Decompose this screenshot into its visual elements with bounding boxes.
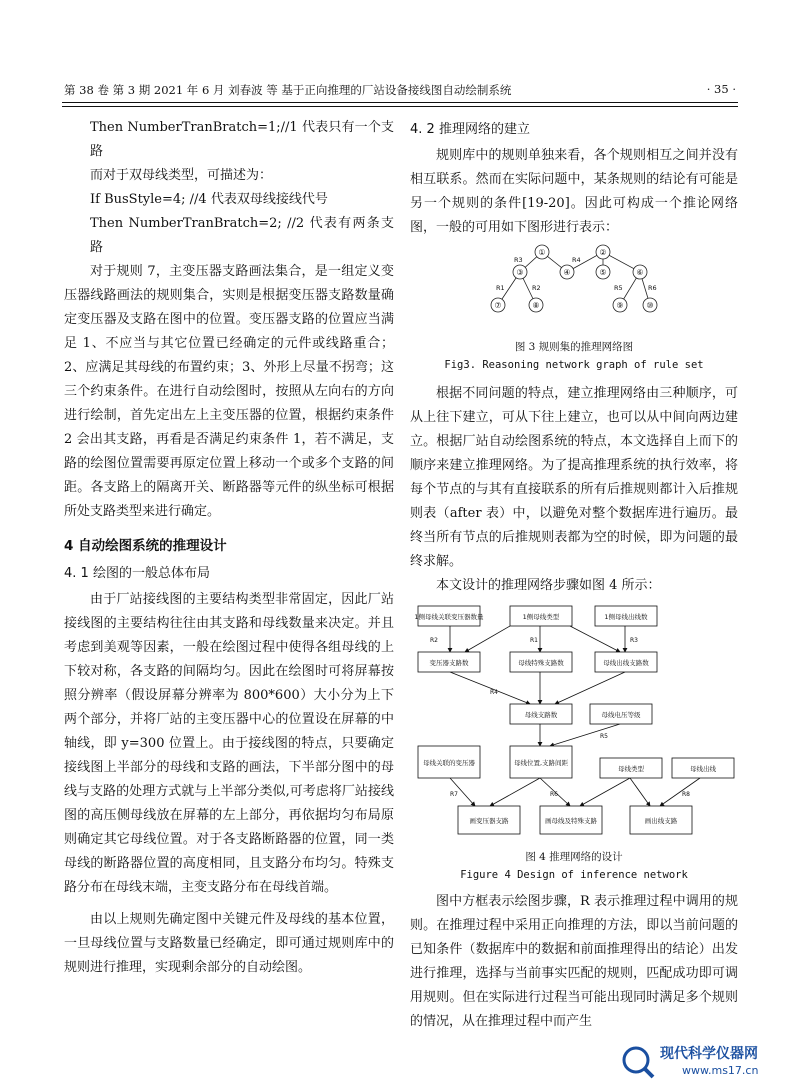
rule-r1: R1	[530, 637, 538, 644]
node-8: ⑧	[532, 301, 540, 310]
box-special-branch-count: 母线特殊支路数	[518, 659, 564, 667]
section-heading-4: 4 自动绘图系统的推理设计	[64, 538, 227, 554]
rule-r3: R3	[630, 637, 638, 644]
box-bus-transformer-count: 1侧母线关联变压器数量	[414, 613, 484, 621]
left-column	[64, 116, 394, 980]
code-line-2: If BusStyle=4; //4 代表双母线接线代号	[90, 192, 328, 207]
paragraph-rules: 规则库中的规则单独来看，各个规则相互之间并没有相互联系。然而在实际问题中，某条规则的结论有可能是另一个规则的条件[19-20]。因此可构成一个推论网络图，一般的可用如下图形进行表示：	[410, 148, 738, 235]
site-watermark-logo	[620, 1040, 790, 1080]
rule-r6: R6	[550, 791, 558, 798]
code-line-1: Then NumberTranBratch=1;//1 代表只有一个支路	[90, 120, 394, 159]
node-4: ④	[563, 268, 571, 277]
box-transformer-branch-count: 变压器支路数	[429, 659, 469, 667]
box-bus-outlet: 母线出线	[690, 765, 716, 773]
rule-r2: R2	[430, 637, 438, 644]
figure-3-caption-cn: 图 3 规则集的推理网络图	[514, 341, 634, 353]
node-9: ⑨	[616, 301, 624, 310]
paragraph-network-order: 根据不同问题的特点，建立推理网络由三种顺序，可从上往下建立，可从下往上建立，也可以从中间向两边建立。根据厂站自动绘图系统的特点，本文选择自上而下的顺序来建立推理网络。为了提高推理系统的执行效率，将每个节点的与其有直接联系的所有后推规则都计入后推规则表（after 表）中，以避免对整个数据库进行遍历。最终当所有节点的后推规则表都为空的时候，即为问题的最终求解。	[410, 386, 738, 569]
box-draw-transformer-branch: 画变压器支路	[469, 817, 509, 825]
page-number: · 35 ·	[706, 82, 736, 96]
box-outlet-branch-count: 母线出线支路数	[603, 659, 649, 667]
header-rule-thick	[62, 102, 738, 103]
figure-4-caption-en: Figure 4 Design of inference network	[460, 869, 688, 881]
rule-label-r1: R1	[496, 284, 505, 292]
box-bus-related-transformer: 母线关联的变压器	[423, 759, 475, 767]
rule-label-r4: R4	[572, 256, 581, 264]
node-7: ⑦	[494, 301, 502, 310]
watermark-url: www.ms17.cn	[682, 1064, 759, 1077]
paragraph-forward-reasoning: 图中方框表示绘图步骤，R 表示推理过程中调用的规则。在推理过程中采用正向推理的方法，即以当前问题的已知条件（数据库中的数据和前面推理得出的结论）出发进行推理，选择与当前事实匹配的规则，匹配成功即可调用规则。但在实际进行过程当可能出现同时满足多个规则的情况，从在推理过程中而产生	[410, 894, 738, 1029]
paragraph-conclusion: 由以上规则先确定图中关键元件及母线的基本位置，一旦母线位置与支路数量已经确定，即可通过规则库中的规则进行推理，实现剩余部分的自动绘图。	[64, 912, 394, 975]
paragraph-layout: 由于厂站接线图的主要结构类型非常固定，因此厂站接线图的主要结构往往由其支路和母线数量来决定。并且考虑到美观等因素，一般在绘图过程中使得各组母线的上下较对称，各支路的间隔均匀。因此在绘图时可将屏幕按照分辨率（假设屏幕分辨率为 800*600）大小分为上下两个部分，并将厂站的主变压器中心的位置设在屏幕的中轴线，即 y=300 位置上。由于接线图的特点，只要确定接线图上半部分的母线和支路的画法，下半部分图中的母线与支路的处理方式就与上半部分类似,可考虑将厂站接线图的高压侧母线放在屏幕的左上部分，再依据均匀布局原则确定其它母线位置。对于各支路断路器的位置，同一类母线的断路器位置的高度相同，且支路分布均匀。特殊支路分布在母线末端，主变支路分布在母线首端。	[64, 592, 394, 895]
rule-label-r2: R2	[532, 284, 541, 292]
inference-network-diagram	[410, 598, 738, 848]
node-5: ⑤	[599, 268, 607, 277]
rule-r8: R8	[682, 791, 690, 798]
figure-4-caption-cn: 图 4 推理网络的设计	[525, 851, 623, 863]
rule-r4: R4	[490, 689, 498, 696]
box-draw-outlet-branch: 画出线支路	[644, 817, 678, 825]
rule-label-r5: R5	[614, 284, 623, 292]
box-bus-type-1: 1侧母线类型	[522, 613, 560, 621]
reasoning-network-graph	[410, 240, 738, 338]
figure-3-caption-en: Fig3. Reasoning network graph of rule set	[444, 359, 704, 371]
node-2: ②	[599, 248, 607, 257]
box-bus-type-2: 母线类型	[618, 765, 644, 773]
rule-label-r6: R6	[648, 284, 657, 292]
node-3: ③	[516, 268, 524, 277]
text-line: 而对于双母线类型，可描述为：	[90, 168, 273, 183]
code-line-3: Then NumberTranBratch=2; //2 代表有两条支路	[90, 216, 394, 255]
paragraph-fig4-intro: 本文设计的推理网络步骤如图 4 所示：	[436, 578, 661, 593]
header-journal-info: 第 38 卷 第 3 期 2021 年 6 月 刘春波 等 基于正向推理的厂站设备接线图自动绘制系统	[64, 83, 512, 97]
watermark-text: 现代科学仪器网	[660, 1046, 758, 1062]
box-bus-voltage-level: 母线电压等级	[601, 711, 641, 719]
figure-3	[410, 240, 738, 338]
header-rule-thin	[62, 106, 738, 107]
box-bus-branch-count: 母线支路数	[524, 711, 558, 719]
subsection-heading-4-2: 4. 2 推理网络的建立	[410, 122, 530, 137]
watermark-icon	[620, 1040, 790, 1080]
rule-label-r3: R3	[514, 256, 523, 264]
box-bus-position-spacing: 母线位置,支路间距	[513, 759, 569, 767]
running-header	[64, 82, 736, 102]
box-bus-outlet-count: 1侧母线出线数	[604, 613, 648, 621]
subsection-heading-4-1: 4. 1 绘图的一般总体布局	[64, 566, 210, 581]
node-6: ⑥	[636, 268, 644, 277]
right-column	[410, 116, 738, 1034]
paragraph-rule7: 对于规则 7，主变压器支路画法集合，是一组定义变压器线路画法的规则集合，实则是根据变压器支路数量确定变压器及支路在图中的位置。变压器支路的位置应当满足 1、不应当与其它位置已经确定的元件或线路重合；2、应满足其母线的布置约束；3、外形上尽量不拐弯；这三个约束条件。在进行自动绘图时，按照从左向右的方向进行绘制，首先定出左上主变压器的位置，根据约束条件 2 会出其支路，再看是否满足约束条件 1，若不满足，支路的绘图位置需要再原定位置上移动一个或多个支路的间距。各支路上的隔离开关、断路器等元件的纵坐标可根据所处支路类型来进行确定。	[64, 264, 394, 519]
rule-r7: R7	[450, 791, 458, 798]
node-1: ①	[538, 248, 546, 257]
node-10: ⑩	[646, 301, 654, 310]
rule-r5: R5	[600, 733, 608, 740]
box-draw-bus-special-branch: 画母线及特殊支路	[545, 817, 597, 825]
figure-4	[410, 598, 738, 848]
